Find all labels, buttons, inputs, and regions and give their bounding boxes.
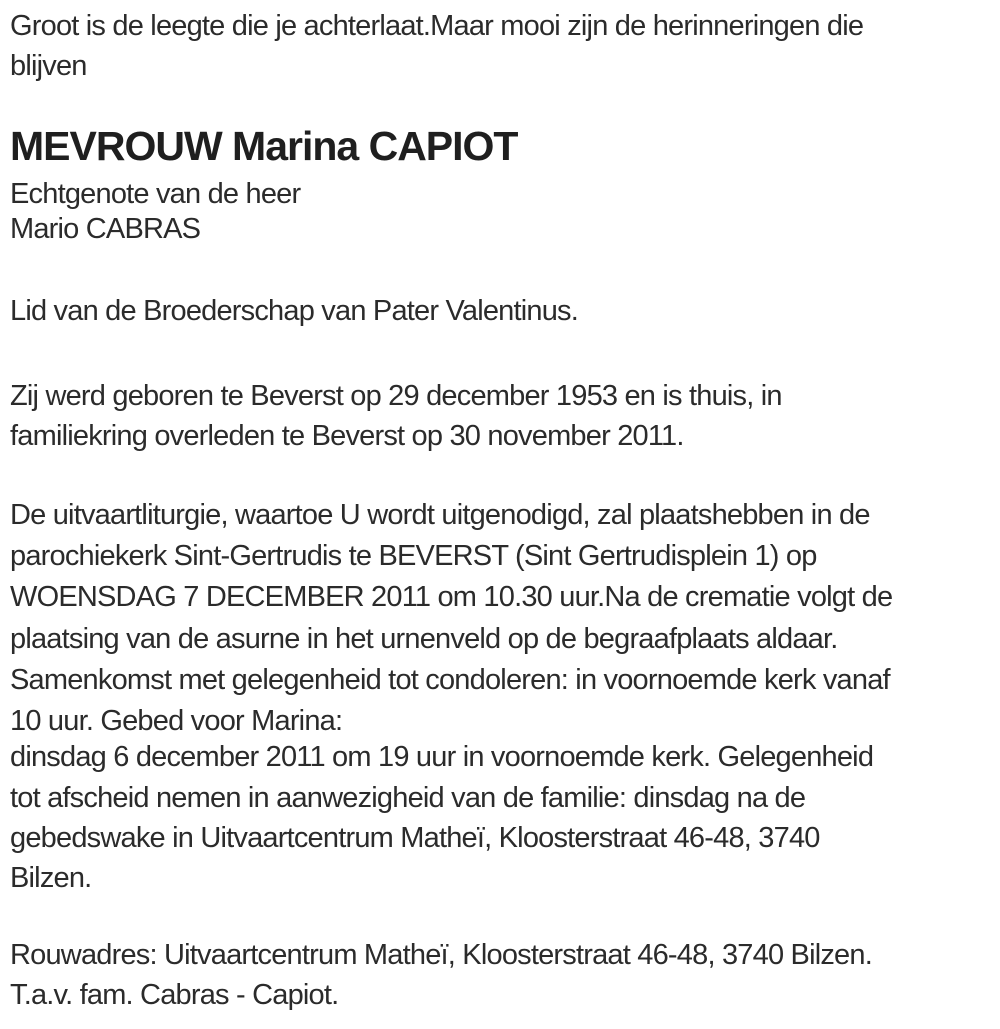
prayer-wake-paragraph — [10, 737, 1000, 898]
mourning-address-line: Rouwadres: Uitvaartcentrum Matheï, Kloosterstraat 46-48, 3740 Bilzen. — [10, 939, 872, 972]
text-line: Echtgenote van de heer — [10, 178, 301, 210]
attention-line: T.a.v. fam. Cabras - Capiot. — [10, 979, 339, 1012]
relation-block — [10, 177, 1000, 247]
mourning-address-block — [10, 935, 1000, 1015]
text-line: plaatsing van de asurne in het urnenveld op de begraafplaats aldaar. — [10, 622, 838, 655]
text-line: Bilzen. — [10, 862, 92, 895]
epigraph-verse — [10, 6, 1000, 86]
text-line: Groot is de leegte die je achterlaat.Maar mooi zijn de herinneringen die — [10, 10, 864, 42]
text-line: dinsdag 6 december 2011 om 19 uur in voornoemde kerk. Gelegenheid — [10, 741, 874, 774]
funeral-service-paragraph — [10, 495, 1000, 742]
text-line: tot afscheid nemen in aanwezigheid van de familie: dinsdag na de — [10, 781, 806, 814]
text-line: blijven — [10, 50, 87, 82]
text-line: 10 uur. Gebed voor Marina: — [10, 705, 343, 738]
membership-paragraph — [10, 291, 1000, 331]
text-line: WOENSDAG 7 DECEMBER 2011 om 10.30 uur.Na de crematie volgt de — [10, 581, 893, 614]
text-line: parochiekerk Sint-Gertrudis te BEVERST (Sint Gertrudisplein 1) op — [10, 540, 817, 573]
text-line: Zij werd geboren te Beverst op 29 december 1953 en is thuis, in — [10, 380, 782, 412]
birth-death-paragraph — [10, 376, 1000, 456]
text-line: De uitvaartliturgie, waartoe U wordt uitgenodigd, zal plaatshebben in de — [10, 499, 870, 531]
deceased-name-heading: MEVROUW Marina CAPIOT — [10, 123, 518, 169]
spouse-name-line: Mario CABRAS — [10, 213, 201, 245]
text-line: gebedswake in Uitvaartcentrum Matheï, Kloosterstraat 46-48, 3740 — [10, 821, 820, 854]
text-line: familiekring overleden te Beverst op 30 november 2011. — [10, 420, 684, 452]
text-line: Lid van de Broederschap van Pater Valentinus. — [10, 295, 579, 327]
text-line: Samenkomst met gelegenheid tot condoleren: in voornoemde kerk vanaf — [10, 663, 890, 696]
